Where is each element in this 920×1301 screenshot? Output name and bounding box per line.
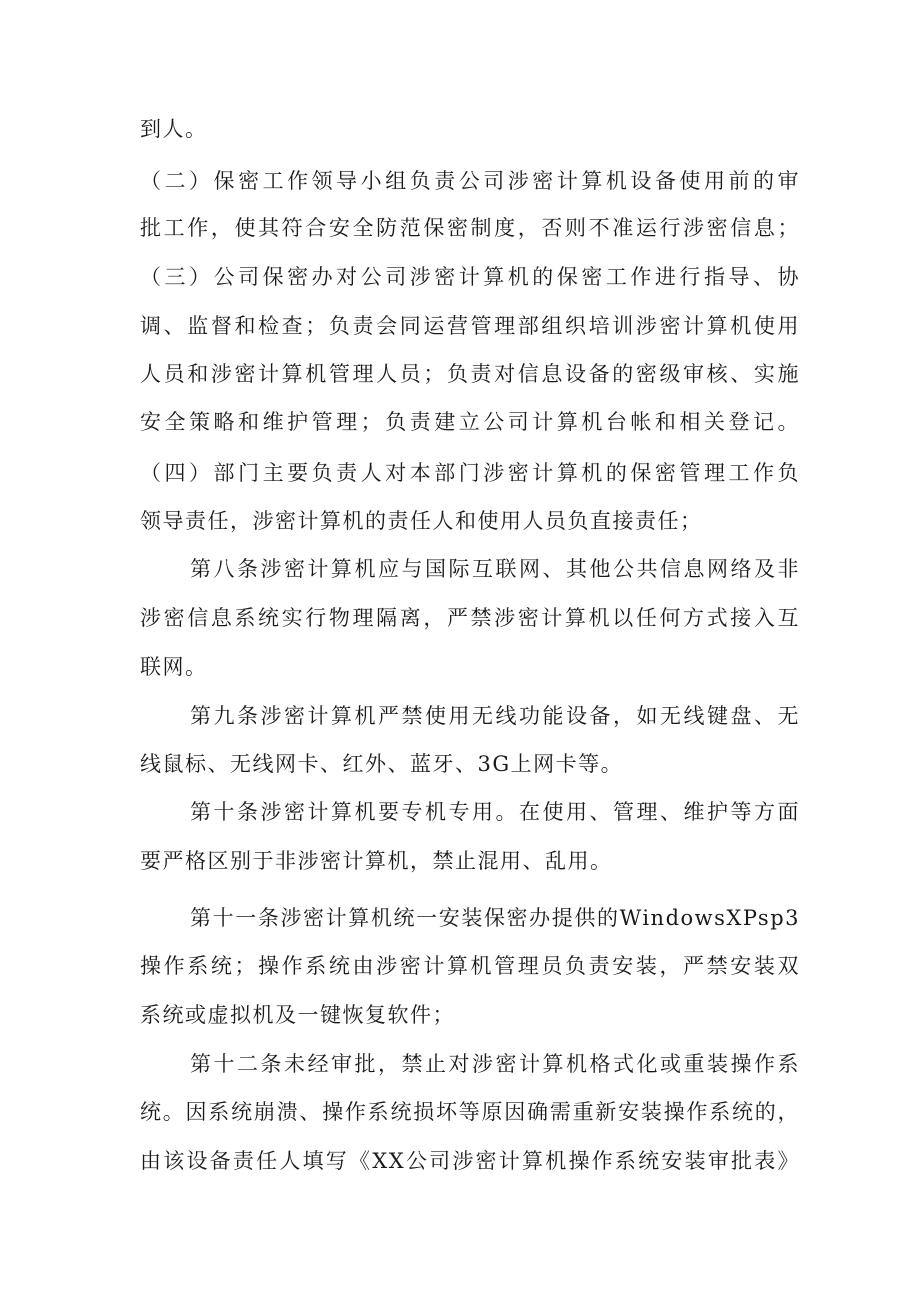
text-line-10: 第八条涉密计算机应与国际互联网、其他公共信息网络及非 xyxy=(190,557,800,581)
text-line-3: 批工作，使其符合安全防范保密制度，否则不准运行涉密信息； xyxy=(140,216,800,240)
text-line-13: 第九条涉密计算机严禁使用无线功能设备，如无线键盘、无 xyxy=(190,704,800,728)
text-line-18: 操作系统；操作系统由涉密计算机管理员负责安装，严禁安装双 xyxy=(140,954,800,978)
text-line-7: 安全策略和维护管理；负责建立公司计算机台帐和相关登记。 xyxy=(140,410,800,434)
text-line-2: （二）保密工作领导小组负责公司涉密计算机设备使用前的审 xyxy=(140,169,800,193)
text-line-15: 第十条涉密计算机要专机专用。在使用、管理、维护等方面 xyxy=(190,800,800,824)
text-line-17: 第十一条涉密计算机统一安装保密办提供的WindowsXPsp3 xyxy=(190,906,800,930)
text-line-22: 由该设备责任人填写《XX公司涉密计算机操作系统安装审批表》 xyxy=(140,1149,800,1173)
text-line-19: 系统或虚拟机及一键恢复软件； xyxy=(140,1003,455,1027)
text-line-1: 到人。 xyxy=(140,117,208,141)
text-line-9: 领导责任，涉密计算机的责任人和使用人员负直接责任； xyxy=(140,509,703,533)
text-line-6: 人员和涉密计算机管理人员；负责对信息设备的密级审核、实施 xyxy=(140,362,800,386)
text-line-8: （四）部门主要负责人对本部门涉密计算机的保密管理工作负 xyxy=(140,461,800,485)
text-line-20: 第十二条未经审批，禁止对涉密计算机格式化或重装操作系 xyxy=(190,1052,800,1076)
text-line-4: （三）公司保密办对公司涉密计算机的保密工作进行指导、协 xyxy=(140,265,800,289)
text-line-5: 调、监督和检查；负责会同运营管理部组织培训涉密计算机使用 xyxy=(140,314,800,338)
text-line-21: 统。因系统崩溃、操作系统损坏等原因确需重新安装操作系统的， xyxy=(140,1100,800,1124)
text-line-16: 要严格区别于非涉密计算机，禁止混用、乱用。 xyxy=(140,849,613,873)
text-line-12: 联网。 xyxy=(140,655,208,679)
text-line-11: 涉密信息系统实行物理隔离，严禁涉密计算机以任何方式接入互 xyxy=(140,606,800,630)
text-line-14: 线鼠标、无线网卡、红外、蓝牙、3G上网卡等。 xyxy=(140,752,624,776)
